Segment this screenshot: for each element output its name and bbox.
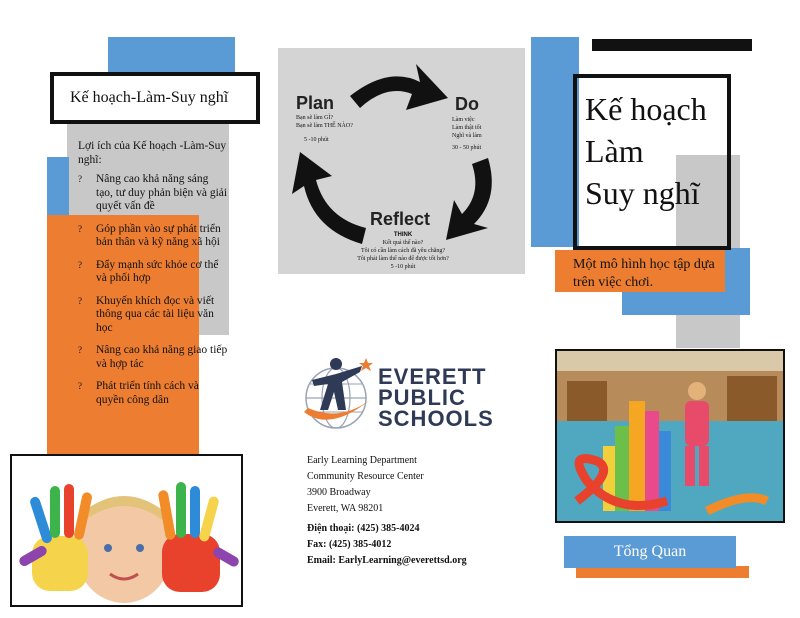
benefits-list (78, 173, 228, 407)
list-item: ? Đẩy mạnh sức khỏe cơ thể và phối hợp (78, 258, 219, 284)
left-title: Kế hoạch-Làm-Suy nghĩ (50, 72, 260, 124)
decor-blue-top-left (108, 37, 235, 75)
overview-label: Tổng Quan (564, 536, 736, 568)
painted-hands-photo (10, 454, 243, 607)
do-detail: Làm việc Làm thật tốt Nghĩ và làm 30 - 50 phút (452, 117, 482, 151)
bullet-glyph: ? (78, 295, 82, 306)
contact-email: Email: EarlyLearning@everettsd.org (307, 555, 467, 566)
logo-wordmark: EVERETT PUBLIC SCHOOLS (378, 364, 494, 431)
bullet-glyph: ? (78, 345, 82, 355)
bullet-glyph: ? (78, 223, 82, 234)
decor-blue-right-tall (531, 37, 579, 247)
list-item: ? Nâng cao khả năng sáng tạo, tư duy phản biện và giải quyết vấn đề (78, 173, 228, 212)
reflect-detail: THINK Kết quả thế nào? Tôi có cần làm cách đã yêu chăng? Tôi phải làm thế nào để được tốt hơn? 5 -10 phút (357, 232, 449, 270)
bullet-glyph: ? (78, 174, 82, 184)
benefits-intro: Lợi ích của Kế hoạch -Làm-Suy nghĩ: (78, 140, 227, 166)
contact-info: Early Learning Department Community Resource Center 3900 Broadway Everett, WA 98201 Điện thoại: (425) 385-4024 Fax: (425) 385-4012 Email: EarlyLearning@everettsd.org (307, 453, 547, 569)
bullet-glyph: ? (78, 259, 82, 270)
stacking-cups-illustration (557, 351, 783, 521)
decor-blue-left (47, 157, 69, 215)
bullet-glyph: ? (78, 381, 82, 391)
list-item: ? Phát triển tính cách và quyền công dân (78, 380, 199, 406)
right-title: Kế hoạch Làm Suy nghĩ (573, 74, 731, 250)
plan-label: Plan (296, 93, 335, 113)
benefits-section (78, 140, 228, 416)
classroom-photo (555, 349, 785, 523)
plan-do-reflect-cycle (278, 48, 525, 274)
list-item: ? Nâng cao khả năng giao tiếp và hợp tác (78, 344, 228, 370)
list-item: ? Khuyến khích đọc và viết thông qua các tài liệu văn học (78, 294, 215, 334)
subtitle-box: Một mô hình học tập dựa trên việc chơi. (555, 250, 725, 292)
everett-logo (300, 352, 510, 434)
globe-figure-icon (300, 352, 376, 434)
list-item: ? Góp phần vào sự phát triển bản thân và kỹ năng xã hội (78, 222, 221, 248)
painted-hands-illustration (12, 456, 241, 605)
decor-black-bar (592, 39, 752, 51)
reflect-label: Reflect (370, 209, 431, 229)
plan-detail: Bạn sẽ làm GÌ? Bạn sẽ làm THẾ NÀO? 5 -10 phút (296, 115, 353, 143)
do-label: Do (455, 94, 479, 114)
